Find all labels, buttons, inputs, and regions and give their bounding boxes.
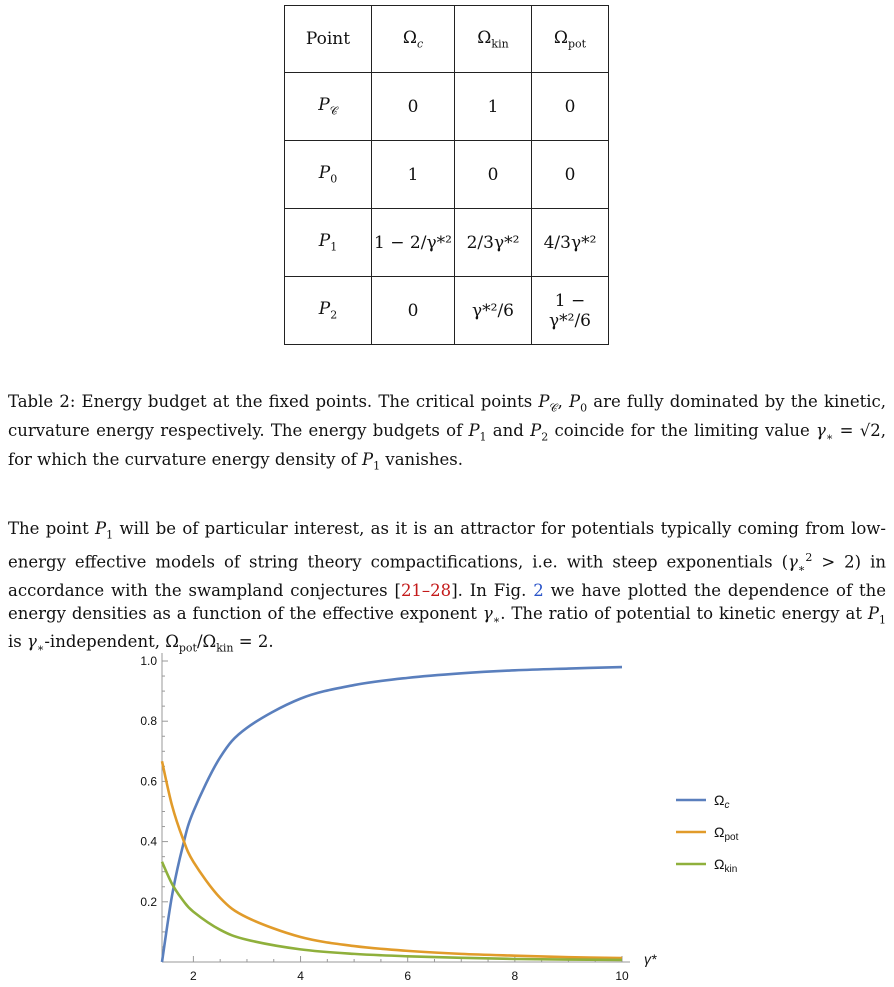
header-point: Point — [285, 6, 372, 73]
cell-point: $P_0$ — [285, 141, 372, 209]
y-tick-label: 1.0 — [140, 654, 157, 668]
cell-omega-c: 1 − 2/γ*² — [372, 209, 455, 277]
x-tick-label: 8 — [511, 969, 519, 983]
legend-label: $\Omega_c$ — [714, 792, 730, 811]
x-tick-label: 4 — [297, 969, 304, 983]
x-axis-label: γ* — [644, 951, 657, 967]
cell-omega-pot: 4/3γ*² — [532, 209, 609, 277]
cell-omega-pot: 1 − γ*²/6 — [532, 277, 609, 345]
header-omega-c: $\Omega_c$ — [372, 6, 455, 73]
series-line — [162, 862, 622, 960]
cell-omega-kin: 2/3γ*² — [455, 209, 532, 277]
cell-omega-c: 1 — [372, 141, 455, 209]
y-tick-label: 0.2 — [140, 894, 157, 909]
body-paragraph: The point $P_1$ will be of particular interest, as it is an attractor for potentials typically coming from low-energy effective models of string theory compactifications, i.e. with steep exponentials $(\gamma_∗^2 > 2)$ in accordance with the swampland conjectures [21–28]. In Fig. 2 we have plotted the dependence of the energy densities as a function of the effective exponent $\gamma_∗$. The ratio of potential to kinetic energy at $P_1$ is $\gamma_∗$-independent, $\Omega_{pot}/\Omega_{kin} = 2$. — [8, 519, 886, 655]
cell-point: $P_2$ — [285, 277, 372, 345]
table-caption: Table 2: Energy budget at the fixed points. The critical points $P_𝒞$, $P_0$ are fully dominated by the kinetic, curvature energy respectively. The energy budgets of $P_1$ and $P_2$ coincide for the limiting value $\gamma_∗ = √2$, for which the curvature energy density of $P_1$ vanishes. — [8, 392, 887, 472]
series-line — [162, 761, 622, 958]
cell-omega-pot: 0 — [532, 141, 609, 209]
legend — [676, 792, 739, 875]
citation-link[interactable]: 21–28 — [400, 581, 452, 601]
cell-omega-kin: 0 — [455, 141, 532, 209]
legend-label: $\Omega_{pot}$ — [714, 824, 739, 843]
y-tick-label: 0.4 — [140, 834, 157, 849]
cell-omega-c: 0 — [372, 277, 455, 345]
header-omega-kin: $\Omega_{kin}$ — [455, 6, 532, 73]
cell-point: $P_𝒞$ — [285, 73, 372, 141]
cell-omega-c: 0 — [372, 73, 455, 141]
figure-link[interactable]: 2 — [533, 581, 544, 601]
x-tick-label: 10 — [615, 969, 629, 983]
cell-omega-pot: 0 — [532, 73, 609, 141]
y-tick-label: 0.8 — [140, 714, 157, 729]
x-tick-label: 6 — [404, 969, 412, 983]
header-omega-pot: $\Omega_{pot}$ — [532, 6, 609, 73]
series-line — [162, 667, 622, 962]
y-tick-label: 0.6 — [140, 774, 157, 789]
legend-label: $\Omega_{kin}$ — [714, 856, 738, 875]
cell-point: $P_1$ — [285, 209, 372, 277]
cell-omega-kin: 1 — [455, 73, 532, 141]
x-tick-label: 2 — [190, 969, 197, 983]
curves — [162, 667, 622, 962]
cell-omega-kin: γ*²/6 — [455, 277, 532, 345]
axes — [140, 653, 657, 983]
